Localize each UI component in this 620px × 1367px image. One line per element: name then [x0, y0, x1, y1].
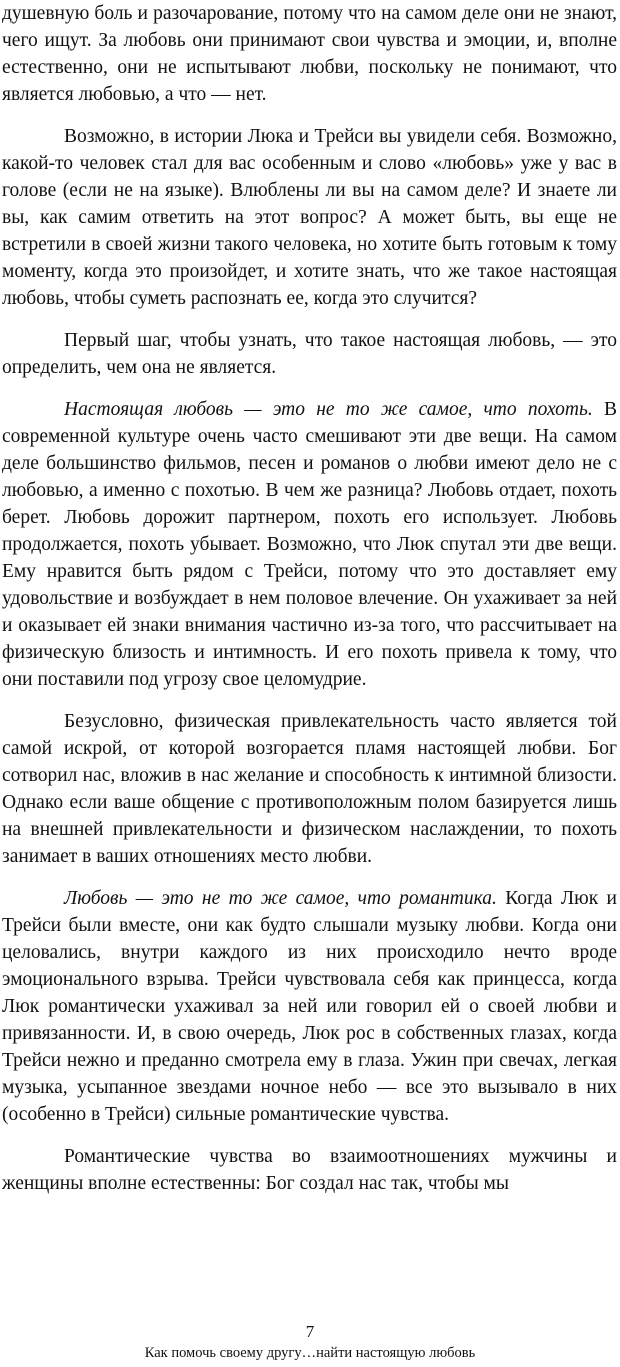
paragraph-text: Романтические чувства во взаимоотношениях мужчины и женщины вполне естественны: Бог создал нас так, чтобы мы — [2, 1146, 617, 1194]
paragraph-lead-italic: Любовь — это не то же самое, что романтика. — [64, 888, 497, 909]
paragraph — [2, 885, 617, 1128]
paragraph — [2, 1143, 617, 1197]
running-title: Как помочь своему другу…найти настоящую любовь — [144, 1345, 476, 1361]
paragraph-text: Первый шаг, чтобы узнать, что такое настоящая любовь, — это определить, чем она не является. — [2, 330, 617, 378]
paragraph-text: В современной культуре очень часто смешивают эти две вещи. На самом деле большинство фильмов, песен и романов о любви имеют дело не с любовью, а именно с похотью. В чем же разница? Любовь отдает, похоть берет. Любовь дорожит партнером, похоть его использует. Любовь продолжается, похоть убывает. Возможно, что Люк спутал эти две вещи. Ему нравится быть рядом с Трейси, потому что это доставляет ему удовольствие и возбуждает в нем половое влечение. Он ухаживает за ней и оказывает ей знаки внимания частично из-за того, что рассчитывает на физическую близость и интимность. И его похоть привела к тому, что они поставили под угрозу свое целомудрие. — [2, 399, 617, 690]
paragraph — [2, 327, 617, 381]
paragraph — [2, 396, 617, 693]
paragraph-text: Когда Люк и Трейси были вместе, они как будто слышали музыку любви. Когда они целовались, внутри каждого из них происходило нечто вроде эмоционального взрыва. Трейси чувствовала себя как принцесса, когда Люк романтически ухаживал за ней или говорил ей о своей любви и привязанности. И, в свою очередь, Люк рос в собственных глазах, когда Трейси нежно и преданно смотрела ему в глаза. Ужин при свечах, легкая музыка, усыпанное звездами ночное небо — все это вызывало в них (особенно в Трейси) сильные романтические чувства. — [2, 888, 617, 1125]
body-text — [2, 0, 617, 1212]
paragraph — [2, 708, 617, 870]
paragraph-text: Возможно, в истории Люка и Трейси вы увидели себя. Возможно, какой-то человек стал для вас особенным и слово «любовь» уже у вас в голове (если не на языке). Влюблены ли вы на самом деле? И знаете ли вы, как самим ответить на этот вопрос? А может быть, вы еще не встретили в своей жизни такого человека, но хотите быть готовым к тому моменту, когда это произойдет, и хотите знать, что же такое настоящая любовь, чтобы суметь распознать ее, когда это случится? — [2, 126, 617, 309]
paragraph — [2, 0, 617, 108]
paragraph-text: душевную боль и разочарование, потому что на самом деле они не знают, чего ищут. За любовь они принимают свои чувства и эмоции, и, вполне естественно, они не испытывают любви, поскольку не понимают, что является любовью, а что — нет. — [2, 3, 617, 105]
page-number: 7 — [305, 1322, 315, 1341]
paragraph — [2, 123, 617, 312]
paragraph-lead-italic: Настоящая любовь — это не то же самое, что похоть. — [64, 399, 593, 420]
paragraph-text: Безусловно, физическая привлекательность часто является той самой искрой, от которой возгорается пламя настоящей любви. Бог сотворил нас, вложив в нас желание и способность к интимной близости. Однако если ваше общение с противоположным полом базируется лишь на внешней привлекательности и физическом наслаждении, то похоть занимает в ваших отношениях место любви. — [2, 711, 617, 867]
